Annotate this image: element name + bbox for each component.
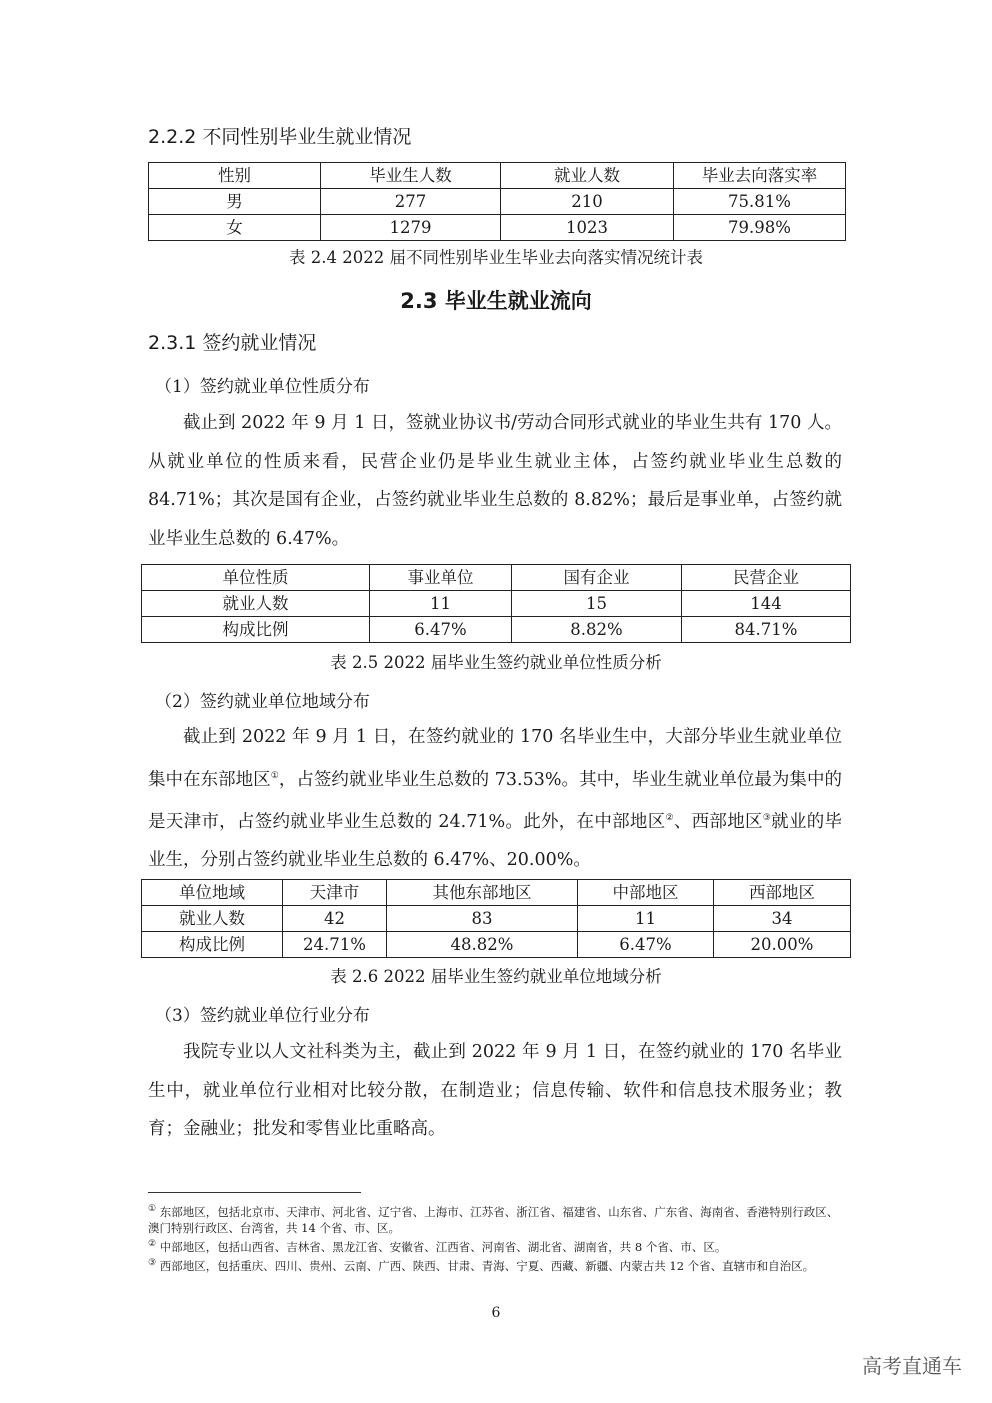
- footnote-mark: ③: [148, 1257, 157, 1268]
- table-header-cell: 民营企业: [682, 565, 851, 591]
- paragraph-text: ，占签约就业毕业生总数的 73.53%。其中，毕业生就业单位最为集中的是天津市，占签约就业毕业生总数的 24.71%。此外，在中部地区: [148, 769, 842, 832]
- table-cell: 6.47%: [578, 932, 714, 958]
- paragraph-text: 截止到 2022 年 9 月 1 日，在签约就业的 170 名毕业生中，大部分毕业生就业单位集中在东部地区: [148, 727, 842, 790]
- table-cell: 就业人数: [142, 591, 370, 617]
- table-cell: 15: [512, 591, 682, 617]
- table-header-row: [149, 163, 846, 189]
- gender-employment-table: [148, 162, 846, 241]
- footnotes: [148, 1201, 848, 1273]
- table-row: [142, 906, 851, 932]
- paragraph-text: 就业的毕业生，分别占签约就业毕业生总数的 6.47%、20.00%。: [148, 811, 843, 871]
- paragraph-text: 、西部地区: [673, 811, 763, 832]
- footnote-text: 东部地区，包括北京市、天津市、河北省、辽宁省、上海市、江苏省、浙江省、福建省、山东省、广东省、海南省、香港特别行政区、澳门特别行政区、台湾省，共 14 个省、市、区。: [148, 1204, 839, 1235]
- table-row: [149, 215, 846, 241]
- table-cell: 女: [149, 215, 321, 241]
- footnote-item: [148, 1201, 848, 1236]
- paragraph-unit-region: [148, 718, 842, 880]
- table-caption-2-4: 表 2.4 2022 届不同性别毕业生毕业去向落实情况统计表: [289, 248, 703, 267]
- table-row: [142, 591, 851, 617]
- table-cell: 构成比例: [142, 617, 370, 643]
- footnote-mark: ①: [148, 1204, 157, 1214]
- footnote-ref: ③: [762, 812, 772, 823]
- footnote-text: 中部地区，包括山西省、吉林省、黑龙江省、安徽省、江西省、河南省、湖北省、湖南省，共 8 个省、市、区。: [159, 1239, 727, 1254]
- table-cell: 11: [370, 591, 512, 617]
- table-header-cell: 事业单位: [370, 565, 512, 591]
- watermark: 高考直通车: [862, 1354, 962, 1378]
- footnote-text: 西部地区，包括重庆、四川、贵州、云南、广西、陕西、甘肃、青海、宁夏、西藏、新疆、内蒙古共 12 个省、直辖市和自治区。: [159, 1258, 815, 1273]
- table-cell: 83: [387, 906, 578, 932]
- page-number: 6: [491, 1305, 501, 1321]
- table-header-row: [142, 565, 851, 591]
- table-header-cell: 就业人数: [501, 163, 674, 189]
- table-cell: 48.82%: [387, 932, 578, 958]
- table-header-cell: 性别: [149, 163, 321, 189]
- table-row: [149, 189, 846, 215]
- table-cell: 1023: [501, 215, 674, 241]
- table-cell: 75.81%: [674, 189, 846, 215]
- footnote-separator: [148, 1192, 361, 1193]
- table-cell: 34: [714, 906, 851, 932]
- table-row: [142, 617, 851, 643]
- table-header-cell: 中部地区: [578, 880, 714, 906]
- table-header-row: [142, 880, 851, 906]
- table-cell: 144: [682, 591, 851, 617]
- footnote-item: [148, 1255, 848, 1274]
- table-cell: 11: [578, 906, 714, 932]
- unit-region-table: [141, 879, 851, 958]
- table-cell: 24.71%: [283, 932, 387, 958]
- table-header-cell: 其他东部地区: [387, 880, 578, 906]
- paragraph-unit-industry: 我院专业以人文社科类为主，截止到 2022 年 9 月 1 日，在签约就业的 170 名毕业生中，就业单位行业相对比较分散，在制造业；信息传输、软件和信息技术服务业；教育；金融业；批发和零售业比重略高。: [148, 1042, 842, 1139]
- subsection-title-3: （3）签约就业单位行业分布: [155, 1006, 370, 1026]
- table-cell: 男: [149, 189, 321, 215]
- table-cell: 210: [501, 189, 674, 215]
- table-cell: 6.47%: [370, 617, 512, 643]
- table-header-cell: 毕业生人数: [321, 163, 501, 189]
- table-caption-2-6: 表 2.6 2022 届毕业生签约就业单位地域分析: [330, 967, 662, 986]
- table-cell: 42: [283, 906, 387, 932]
- table-header-cell: 天津市: [283, 880, 387, 906]
- footnote-ref: ①: [270, 770, 279, 781]
- footnote-item: [148, 1236, 848, 1255]
- table-caption-2-5: 表 2.5 2022 届毕业生签约就业单位性质分析: [330, 653, 662, 672]
- paragraph-unit-nature: 截止到 2022 年 9 月 1 日，签就业协议书/劳动合同形式就业的毕业生共有 170 人。从就业单位的性质来看，民营企业仍是毕业生就业主体，占签约就业毕业生总数的 84.71%；其次是国有企业，占签约就业毕业生总数的 8.82%；最后是事业单，占签约就业毕业生总数的 6.47%。: [148, 413, 842, 549]
- table-header-cell: 国有企业: [512, 565, 682, 591]
- unit-nature-table: [141, 564, 851, 643]
- section-heading-2-2-2: 2.2.2 不同性别毕业生就业情况: [148, 126, 412, 148]
- subsection-title-2: （2）签约就业单位地域分布: [155, 692, 370, 712]
- table-cell: 79.98%: [674, 215, 846, 241]
- table-cell: 1279: [321, 215, 501, 241]
- table-header-cell: 单位性质: [142, 565, 370, 591]
- table-header-cell: 毕业去向落实率: [674, 163, 846, 189]
- table-cell: 就业人数: [142, 906, 283, 932]
- table-cell: 8.82%: [512, 617, 682, 643]
- table-cell: 20.00%: [714, 932, 851, 958]
- table-header-cell: 西部地区: [714, 880, 851, 906]
- table-cell: 84.71%: [682, 617, 851, 643]
- section-heading-2-3-1: 2.3.1 签约就业情况: [148, 332, 317, 354]
- footnote-ref: ②: [665, 812, 674, 823]
- footnote-mark: ②: [148, 1238, 157, 1249]
- table-row: [142, 932, 851, 958]
- table-cell: 277: [321, 189, 501, 215]
- table-header-cell: 单位地域: [142, 880, 283, 906]
- table-cell: 构成比例: [142, 932, 283, 958]
- section-heading-2-3: 2.3 毕业生就业流向: [400, 289, 592, 313]
- subsection-title-1: （1）签约就业单位性质分布: [155, 377, 370, 397]
